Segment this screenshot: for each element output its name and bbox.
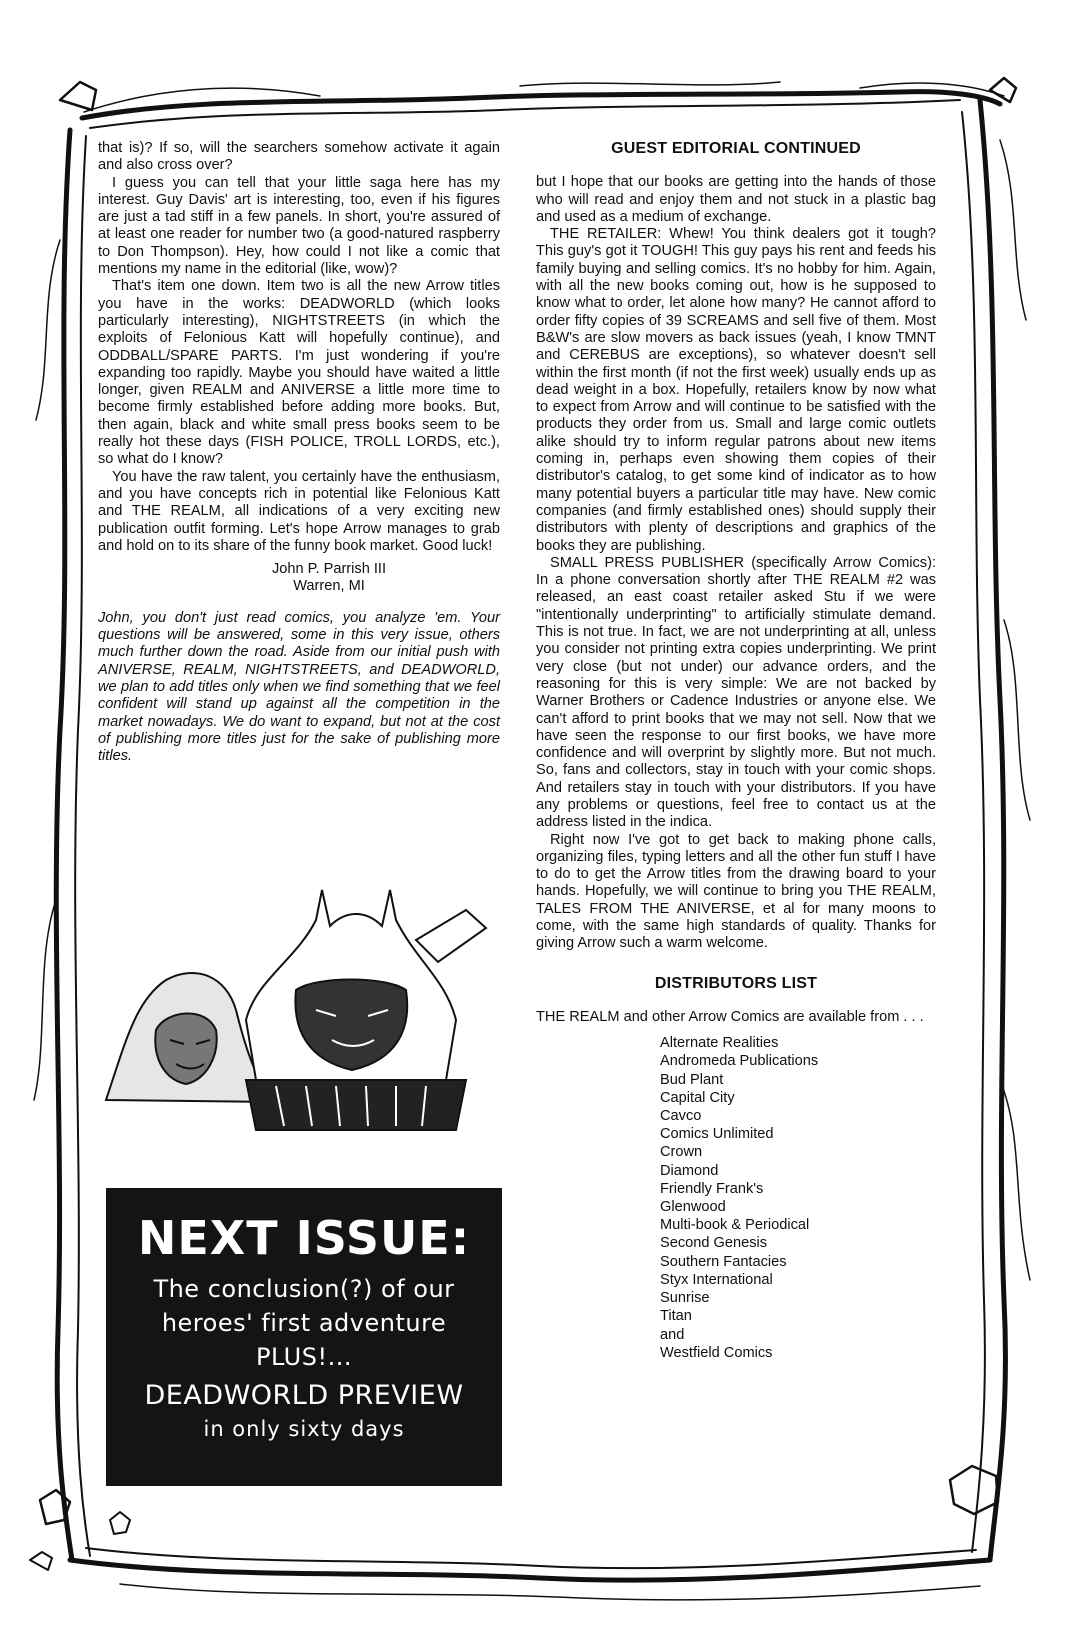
editorial-paragraph: SMALL PRESS PUBLISHER (specifically Arrow Comics): In a phone conversation shortly after THE REALM #2 was released, an east coast retailer asked Stu if we were "intentionally underprinting" to artificially stimulate demand. This is not true. In fact, we are not underprinting at all, unless you consider not printing extra copies underprinting. We print very close (but not under) our advance orders, and the reasoning for this is very simple: We are not backed by Warner Brothers or Cadence Industries or anyone else. We can't afford to print books that we may not sell. Now that we have seen the response to our first books, we have more confidence and will overprint by slightly more. But not much. So, fans and collectors, stay in touch with your comic shops. And retailers stay in touch with your distributors. If you have any problems or questions, feel free to contact us at the address listed in the indica. bbox=[536, 554, 936, 831]
next-issue-preview: DEADWORLD PREVIEW bbox=[144, 1380, 464, 1411]
signature-place: Warren, MI bbox=[293, 578, 365, 595]
list-item: Cavco bbox=[660, 1108, 702, 1125]
distributors-heading: DISTRIBUTORS LIST bbox=[654, 974, 818, 992]
list-item: Bud Plant bbox=[660, 1071, 724, 1088]
letters-column bbox=[98, 140, 500, 765]
list-item: Diamond bbox=[660, 1162, 719, 1179]
list-item: Andromeda Publications bbox=[660, 1053, 819, 1070]
list-item: and bbox=[660, 1326, 685, 1343]
distributors-list bbox=[660, 1034, 936, 1362]
list-item: Friendly Frank's bbox=[660, 1180, 764, 1197]
list-item: Southern Fantacies bbox=[660, 1253, 787, 1270]
list-item: Sunrise bbox=[660, 1290, 710, 1307]
list-item: Glenwood bbox=[660, 1199, 726, 1216]
signature-name: John P. Parrish III bbox=[271, 561, 387, 578]
next-issue-title: NEXT ISSUE: bbox=[137, 1211, 471, 1265]
editor-reply: John, you don't just read comics, you analyze 'em. Your questions will be answered, some in this very issue, others much further down the road. Aside from our initial push with ANIVERSE, REALM, NIGHTSTREETS, and DEADWORLD, we plan to add titles only when we find something that we feel confident will stand up against all the competition in the market nowadays. We do want to expand, but not at the cost of publishing more titles just for the sake of publishing more titles. bbox=[98, 609, 500, 765]
next-issue-timing: in only sixty days bbox=[203, 1417, 405, 1441]
next-issue-box bbox=[106, 1188, 502, 1486]
next-issue-line: The conclusion(?) of our bbox=[153, 1275, 455, 1303]
list-item: Comics Unlimited bbox=[660, 1126, 774, 1143]
list-item: Westfield Comics bbox=[660, 1344, 773, 1361]
guest-editorial-column bbox=[536, 140, 936, 1362]
letter-paragraph: That's item one down. Item two is all the new Arrow titles you have in the works: DEADWORLD (which looks particularly interesting), NIGHTSTREETS (in which the exploits of Felonious Katt will hopefully continue), and ODDBALL/SPARE PARTS. I'm just wondering if you're expanding too rapidly. Maybe you should have waited a little longer, given REALM and ANIVERSE a little more time to become firmly established before adding more books. But, then again, black and white small press books seem to be really hot these days (FISH POLICE, TROLL LORDS, etc.), so what do I know? bbox=[98, 278, 500, 468]
list-item: Multi-book & Periodical bbox=[660, 1217, 810, 1234]
list-item: Titan bbox=[660, 1308, 692, 1325]
letter-paragraph: that is)? If so, will the searchers somehow activate it again and also cross over? bbox=[98, 140, 500, 174]
list-item: Crown bbox=[660, 1144, 703, 1161]
list-item: Second Genesis bbox=[660, 1235, 768, 1252]
letter-signature bbox=[158, 561, 500, 596]
list-item: Capital City bbox=[660, 1089, 735, 1106]
editorial-paragraph: but I hope that our books are getting into the hands of those who will read and enjoy them and not stuck in a plastic bag and used as a medium of exchange. bbox=[536, 174, 936, 225]
letter-paragraph: I guess you can tell that your little saga here has my interest. Guy Davis' art is interesting, too, even if his figures are just a tad stiff in a few panels. In short, you're assured of at least one reader for number two (a good-natured raspberry to Don Thompson). Hey, how could I not like a comic that mentions my name in the editorial (like, wow)? bbox=[98, 174, 500, 278]
list-item: Alternate Realities bbox=[660, 1035, 779, 1052]
next-issue-line: heroes' first adventure bbox=[161, 1309, 447, 1337]
distributors-intro: THE REALM and other Arrow Comics are available from . . . bbox=[536, 1008, 924, 1025]
editorial-paragraph: Right now I've got to get back to making phone calls, organizing files, typing letters and all the other fun stuff I have to do to get the Arrow titles from the drawing board to your hands. Hopefully, we will continue to bring you THE REALM, TALES FROM THE ANIVERSE, et al for many moons to come, with the same high standards of quality. Thanks for giving Arrow such a warm welcome. bbox=[536, 831, 936, 952]
guest-editorial-heading: GUEST EDITORIAL CONTINUED bbox=[611, 140, 861, 157]
letter-paragraph: You have the raw talent, you certainly have the enthusiasm, and you have concepts rich in potential like Felonious Katt and THE REALM, all indications of a very exciting new publication outfit forming. Let's hope Arrow manages to grab and hold on to its share of the funny book market. Good luck! bbox=[98, 468, 500, 554]
editorial-paragraph: THE RETAILER: Whew! You think dealers got it tough? This guy's got it TOUGH! This guy pays his rent and feeds his family buying and selling comics. It's no hobby for him. Again, with all the new books coming out, how is he supposed to know what to order, let alone how many? He cannot afford to order fifty copies of 39 SCREAMS and sell five of them. Most B&W's are slow movers as back issues (yeah, I know TMNT and CEREBUS are exceptions), so whatever doesn't sell within the first month (if not the first week) usually ends up as dead weight in a box. Hopefully, retailers know by now what to expect from Arrow and will continue to be satisfied with the products they order from us. Small and large comic outlets alike should try to inform regular patrons about new items coming in, perhaps even showing them copies of their distributor's catalog, to get some kind of indicator as to how many potential buyers a particular title may have. New comic companies (and firmly established ones) should supply their distributors with plenty of descriptions and graphics of the books they are publishing. bbox=[536, 226, 936, 554]
character-illustration bbox=[96, 880, 496, 1140]
next-issue-plus: PLUS!... bbox=[256, 1343, 352, 1371]
list-item: Styx International bbox=[660, 1271, 773, 1288]
